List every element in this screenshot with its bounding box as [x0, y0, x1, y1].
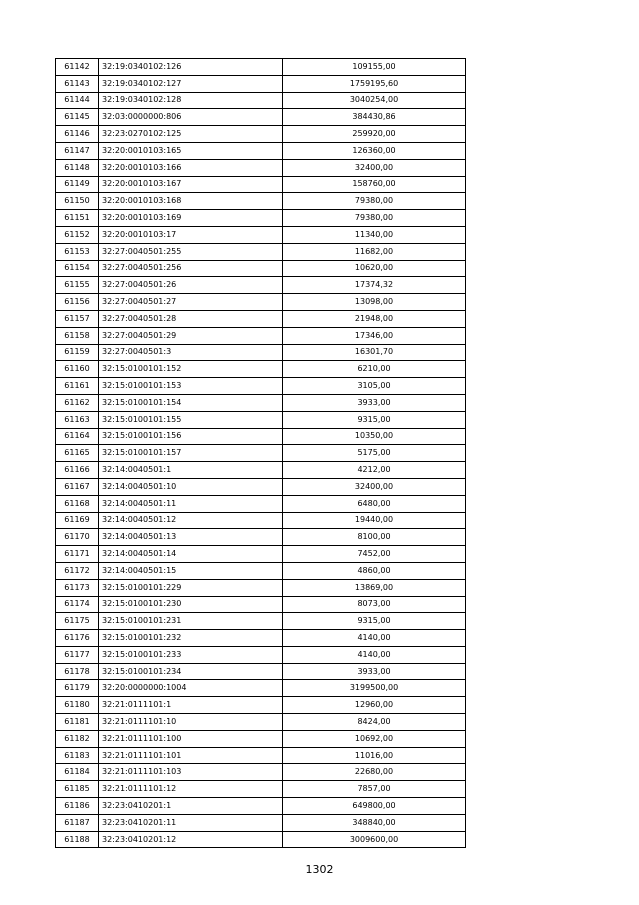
- cadastral-number-cell: 32:27:0040501:26: [99, 277, 283, 294]
- row-id-cell: 61166: [56, 462, 99, 479]
- value-cell: 3009600,00: [283, 831, 466, 848]
- row-id-cell: 61165: [56, 445, 99, 462]
- value-cell: 3105,00: [283, 378, 466, 395]
- table-row: [56, 596, 466, 613]
- row-id-cell: 61176: [56, 630, 99, 647]
- value-cell: 16301,70: [283, 344, 466, 361]
- cadastral-number-cell: 32:20:0010103:165: [99, 142, 283, 159]
- value-cell: 6210,00: [283, 361, 466, 378]
- cadastral-number-cell: 32:15:0100101:156: [99, 428, 283, 445]
- cadastral-number-cell: 32:20:0010103:168: [99, 193, 283, 210]
- cadastral-number-cell: 32:19:0340102:127: [99, 75, 283, 92]
- value-cell: 126360,00: [283, 142, 466, 159]
- table-row: [56, 344, 466, 361]
- cadastral-number-cell: 32:27:0040501:29: [99, 327, 283, 344]
- cadastral-number-cell: 32:27:0040501:256: [99, 260, 283, 277]
- table-row: [56, 394, 466, 411]
- table-row: [56, 747, 466, 764]
- value-cell: 17374,32: [283, 277, 466, 294]
- row-id-cell: 61154: [56, 260, 99, 277]
- value-cell: 3040254,00: [283, 92, 466, 109]
- value-cell: 32400,00: [283, 159, 466, 176]
- value-cell: 8100,00: [283, 529, 466, 546]
- table-row: [56, 798, 466, 815]
- table-row: [56, 142, 466, 159]
- table-row: [56, 814, 466, 831]
- value-cell: 10350,00: [283, 428, 466, 445]
- row-id-cell: 61179: [56, 680, 99, 697]
- table-row: [56, 428, 466, 445]
- cadastral-number-cell: 32:21:0111101:10: [99, 714, 283, 731]
- cadastral-number-cell: 32:14:0040501:1: [99, 462, 283, 479]
- row-id-cell: 61177: [56, 646, 99, 663]
- row-id-cell: 61169: [56, 512, 99, 529]
- row-id-cell: 61184: [56, 764, 99, 781]
- row-id-cell: 61187: [56, 814, 99, 831]
- value-cell: 11340,00: [283, 226, 466, 243]
- table-row: [56, 529, 466, 546]
- cadastral-number-cell: 32:20:0010103:169: [99, 210, 283, 227]
- table-row: [56, 126, 466, 143]
- cadastral-number-cell: 32:21:0111101:103: [99, 764, 283, 781]
- table-row: [56, 512, 466, 529]
- row-id-cell: 61151: [56, 210, 99, 227]
- value-cell: 8073,00: [283, 596, 466, 613]
- value-cell: 32400,00: [283, 478, 466, 495]
- value-cell: 9315,00: [283, 411, 466, 428]
- table-row: [56, 411, 466, 428]
- row-id-cell: 61188: [56, 831, 99, 848]
- value-cell: 384430,86: [283, 109, 466, 126]
- cadastral-number-cell: 32:20:0000000:1004: [99, 680, 283, 697]
- table-row: [56, 226, 466, 243]
- table-row: [56, 781, 466, 798]
- value-cell: 9315,00: [283, 613, 466, 630]
- value-cell: 5175,00: [283, 445, 466, 462]
- row-id-cell: 61175: [56, 613, 99, 630]
- cadastral-number-cell: 32:14:0040501:12: [99, 512, 283, 529]
- cadastral-number-cell: 32:15:0100101:157: [99, 445, 283, 462]
- cadastral-number-cell: 32:27:0040501:3: [99, 344, 283, 361]
- cadastral-number-cell: 32:14:0040501:15: [99, 562, 283, 579]
- value-cell: 11016,00: [283, 747, 466, 764]
- table-row: [56, 646, 466, 663]
- value-cell: 7857,00: [283, 781, 466, 798]
- cadastral-number-cell: 32:15:0100101:232: [99, 630, 283, 647]
- row-id-cell: 61162: [56, 394, 99, 411]
- table-row: [56, 630, 466, 647]
- value-cell: 13098,00: [283, 294, 466, 311]
- value-cell: 1759195,60: [283, 75, 466, 92]
- row-id-cell: 61183: [56, 747, 99, 764]
- table-row: [56, 243, 466, 260]
- value-cell: 109155,00: [283, 59, 466, 76]
- row-id-cell: 61142: [56, 59, 99, 76]
- cadastral-number-cell: 32:15:0100101:152: [99, 361, 283, 378]
- value-cell: 10620,00: [283, 260, 466, 277]
- row-id-cell: 61155: [56, 277, 99, 294]
- table-row: [56, 764, 466, 781]
- value-cell: 4860,00: [283, 562, 466, 579]
- cadastral-number-cell: 32:15:0100101:234: [99, 663, 283, 680]
- value-cell: 7452,00: [283, 546, 466, 563]
- value-cell: 4140,00: [283, 646, 466, 663]
- cadastral-number-cell: 32:14:0040501:11: [99, 495, 283, 512]
- row-id-cell: 61144: [56, 92, 99, 109]
- row-id-cell: 61173: [56, 579, 99, 596]
- row-id-cell: 61149: [56, 176, 99, 193]
- row-id-cell: 61160: [56, 361, 99, 378]
- table-row: [56, 445, 466, 462]
- cadastral-number-cell: 32:27:0040501:255: [99, 243, 283, 260]
- table-row: [56, 92, 466, 109]
- table-row: [56, 613, 466, 630]
- value-cell: 11682,00: [283, 243, 466, 260]
- table-row: [56, 680, 466, 697]
- row-id-cell: 61185: [56, 781, 99, 798]
- cadastral-number-cell: 32:03:0000000:806: [99, 109, 283, 126]
- value-cell: 158760,00: [283, 176, 466, 193]
- row-id-cell: 61186: [56, 798, 99, 815]
- value-cell: 22680,00: [283, 764, 466, 781]
- value-cell: 10692,00: [283, 730, 466, 747]
- table-row: [56, 562, 466, 579]
- value-cell: 6480,00: [283, 495, 466, 512]
- row-id-cell: 61153: [56, 243, 99, 260]
- cadastral-number-cell: 32:19:0340102:126: [99, 59, 283, 76]
- table-row: [56, 310, 466, 327]
- cadastral-number-cell: 32:20:0010103:166: [99, 159, 283, 176]
- cadastral-number-cell: 32:27:0040501:27: [99, 294, 283, 311]
- table-row: [56, 697, 466, 714]
- registry-table: [55, 58, 466, 848]
- value-cell: 21948,00: [283, 310, 466, 327]
- value-cell: 79380,00: [283, 193, 466, 210]
- cadastral-number-cell: 32:19:0340102:128: [99, 92, 283, 109]
- table-row: [56, 260, 466, 277]
- table-row: [56, 109, 466, 126]
- row-id-cell: 61164: [56, 428, 99, 445]
- cadastral-number-cell: 32:21:0111101:101: [99, 747, 283, 764]
- row-id-cell: 61159: [56, 344, 99, 361]
- row-id-cell: 61150: [56, 193, 99, 210]
- cadastral-number-cell: 32:23:0410201:11: [99, 814, 283, 831]
- cadastral-number-cell: 32:23:0410201:1: [99, 798, 283, 815]
- row-id-cell: 61143: [56, 75, 99, 92]
- table-row: [56, 495, 466, 512]
- registry-table-body: [56, 59, 466, 848]
- page-number: 1302: [305, 863, 334, 876]
- row-id-cell: 61158: [56, 327, 99, 344]
- table-row: [56, 579, 466, 596]
- table-row: [56, 176, 466, 193]
- table-row: [56, 59, 466, 76]
- row-id-cell: 61147: [56, 142, 99, 159]
- value-cell: 12960,00: [283, 697, 466, 714]
- row-id-cell: 61152: [56, 226, 99, 243]
- cadastral-number-cell: 32:15:0100101:231: [99, 613, 283, 630]
- value-cell: 649800,00: [283, 798, 466, 815]
- cadastral-number-cell: 32:14:0040501:10: [99, 478, 283, 495]
- table-row: [56, 378, 466, 395]
- cadastral-number-cell: 32:20:0010103:17: [99, 226, 283, 243]
- cadastral-number-cell: 32:15:0100101:154: [99, 394, 283, 411]
- row-id-cell: 61163: [56, 411, 99, 428]
- row-id-cell: 61168: [56, 495, 99, 512]
- cadastral-number-cell: 32:14:0040501:13: [99, 529, 283, 546]
- row-id-cell: 61170: [56, 529, 99, 546]
- value-cell: 79380,00: [283, 210, 466, 227]
- cadastral-number-cell: 32:23:0410201:12: [99, 831, 283, 848]
- row-id-cell: 61167: [56, 478, 99, 495]
- table-row: [56, 193, 466, 210]
- row-id-cell: 61180: [56, 697, 99, 714]
- value-cell: 4212,00: [283, 462, 466, 479]
- cadastral-number-cell: 32:15:0100101:229: [99, 579, 283, 596]
- row-id-cell: 61148: [56, 159, 99, 176]
- table-row: [56, 478, 466, 495]
- table-row: [56, 75, 466, 92]
- row-id-cell: 61172: [56, 562, 99, 579]
- row-id-cell: 61174: [56, 596, 99, 613]
- table-row: [56, 730, 466, 747]
- table-row: [56, 714, 466, 731]
- value-cell: 348840,00: [283, 814, 466, 831]
- row-id-cell: 61182: [56, 730, 99, 747]
- row-id-cell: 61157: [56, 310, 99, 327]
- value-cell: 259920,00: [283, 126, 466, 143]
- value-cell: 4140,00: [283, 630, 466, 647]
- table-row: [56, 327, 466, 344]
- cadastral-number-cell: 32:14:0040501:14: [99, 546, 283, 563]
- cadastral-number-cell: 32:15:0100101:233: [99, 646, 283, 663]
- table-row: [56, 159, 466, 176]
- row-id-cell: 61145: [56, 109, 99, 126]
- value-cell: 19440,00: [283, 512, 466, 529]
- table-row: [56, 210, 466, 227]
- table-row: [56, 277, 466, 294]
- table-row: [56, 462, 466, 479]
- cadastral-number-cell: 32:21:0111101:1: [99, 697, 283, 714]
- cadastral-number-cell: 32:20:0010103:167: [99, 176, 283, 193]
- cadastral-number-cell: 32:27:0040501:28: [99, 310, 283, 327]
- row-id-cell: 61171: [56, 546, 99, 563]
- value-cell: 3933,00: [283, 663, 466, 680]
- table-row: [56, 831, 466, 848]
- value-cell: 13869,00: [283, 579, 466, 596]
- cadastral-number-cell: 32:21:0111101:100: [99, 730, 283, 747]
- cadastral-number-cell: 32:15:0100101:155: [99, 411, 283, 428]
- cadastral-number-cell: 32:23:0270102:125: [99, 126, 283, 143]
- cadastral-number-cell: 32:15:0100101:230: [99, 596, 283, 613]
- row-id-cell: 61178: [56, 663, 99, 680]
- row-id-cell: 61146: [56, 126, 99, 143]
- row-id-cell: 61161: [56, 378, 99, 395]
- table-row: [56, 546, 466, 563]
- value-cell: 17346,00: [283, 327, 466, 344]
- value-cell: 8424,00: [283, 714, 466, 731]
- value-cell: 3199500,00: [283, 680, 466, 697]
- value-cell: 3933,00: [283, 394, 466, 411]
- cadastral-number-cell: 32:15:0100101:153: [99, 378, 283, 395]
- row-id-cell: 61181: [56, 714, 99, 731]
- row-id-cell: 61156: [56, 294, 99, 311]
- table-row: [56, 663, 466, 680]
- table-row: [56, 361, 466, 378]
- table-row: [56, 294, 466, 311]
- cadastral-number-cell: 32:21:0111101:12: [99, 781, 283, 798]
